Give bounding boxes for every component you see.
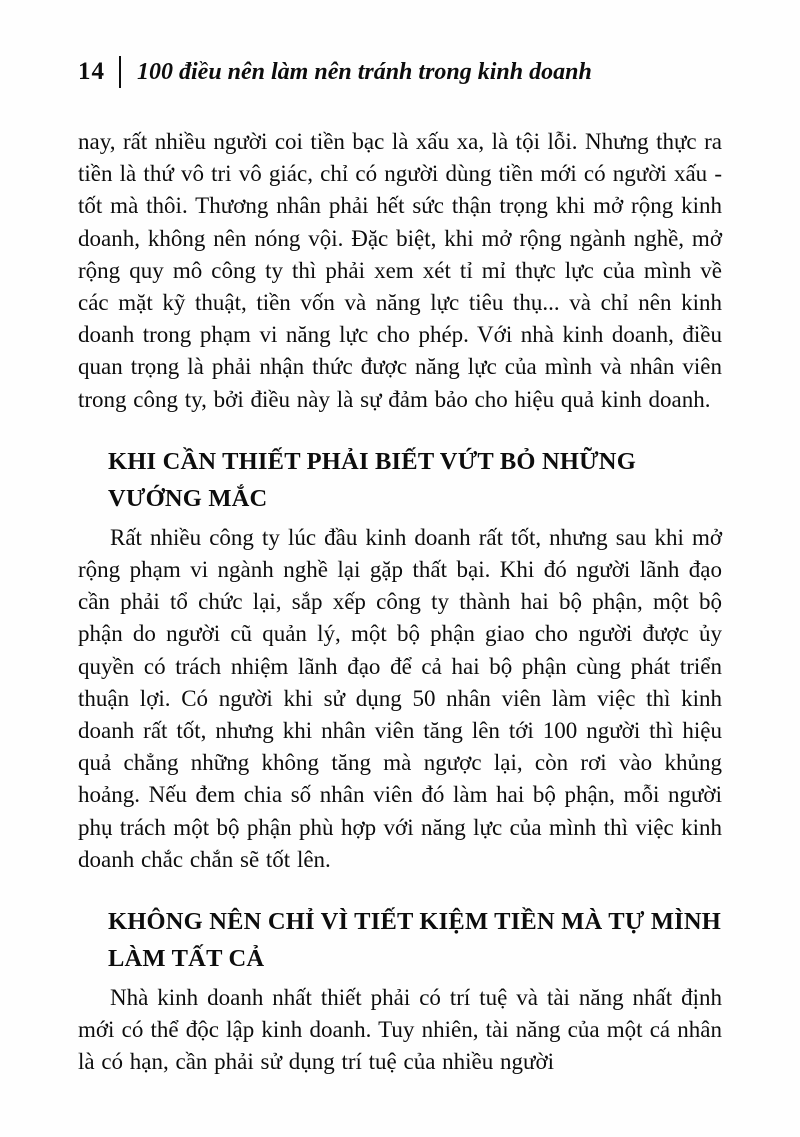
paragraph-section-1: Rất nhiều công ty lúc đầu kinh doanh rất tốt, nhưng sau khi mở rộng phạm vi ngành nghề lại gặp thất bại. Khi đó người lãnh đạo cần phải tổ chức lại, sắp xếp công ty thành hai bộ phận, một bộ phận do người cũ quản lý, một bộ phận giao cho người được ủy quyền có trách nhiệm lãnh đạo để cả hai bộ phận cùng phát triển thuận lợi. Có người khi sử dụng 50 nhân viên làm việc thì kinh doanh rất tốt, nhưng khi nhân viên tăng lên tới 100 người thì hiệu quả chẳng những không tăng mà ngược lại, còn rơi vào khủng hoảng. Nếu đem chia số nhân viên đó làm hai bộ phận, mỗi người phụ trách một bộ phận phù hợp với năng lực của mình thì việc kinh doanh chắc chắn sẽ tốt lên. <box>78 524 722 872</box>
section-heading-vut-bo-vuong-mac: KHI CẦN THIẾT PHẢI BIẾT VỨT BỎ NHỮNG VƯỚNG MẮC <box>108 447 636 512</box>
page-body <box>78 126 722 1079</box>
page-number: 14 <box>78 58 105 85</box>
header-divider <box>119 56 121 88</box>
running-title: 100 điều nên làm nên tránh trong kinh doanh <box>137 58 592 85</box>
section-heading-tiet-kiem-tien: KHÔNG NÊN CHỈ VÌ TIẾT KIỆM TIỀN MÀ TỰ MÌNH LÀM TẤT CẢ <box>108 908 722 973</box>
page-header <box>78 56 722 88</box>
paragraph-continuation: nay, rất nhiều người coi tiền bạc là xấu xa, là tội lỗi. Nhưng thực ra tiền là thứ vô tri vô giác, chỉ có người dùng tiền mới có người xấu - tốt mà thôi. Thương nhân phải hết sức thận trọng khi mở rộng kinh doanh, không nên nóng vội. Đặc biệt, khi mở rộng ngành nghề, mở rộng quy mô công ty thì phải xem xét tỉ mỉ thực lực của mình về các mặt kỹ thuật, tiền vốn và năng lực tiêu thụ... và chỉ nên kinh doanh trong phạm vi năng lực cho phép. Với nhà kinh doanh, điều quan trọng là phải nhận thức được năng lực của mình và nhân viên trong công ty, bởi điều này là sự đảm bảo cho hiệu quả kinh doanh. <box>78 129 722 412</box>
paragraph-section-2: Nhà kinh doanh nhất thiết phải có trí tuệ và tài năng nhất định mới có thể độc lập kinh doanh. Tuy nhiên, tài năng của một cá nhân là có hạn, cần phải sử dụng trí tuệ của nhiều người <box>78 985 722 1075</box>
